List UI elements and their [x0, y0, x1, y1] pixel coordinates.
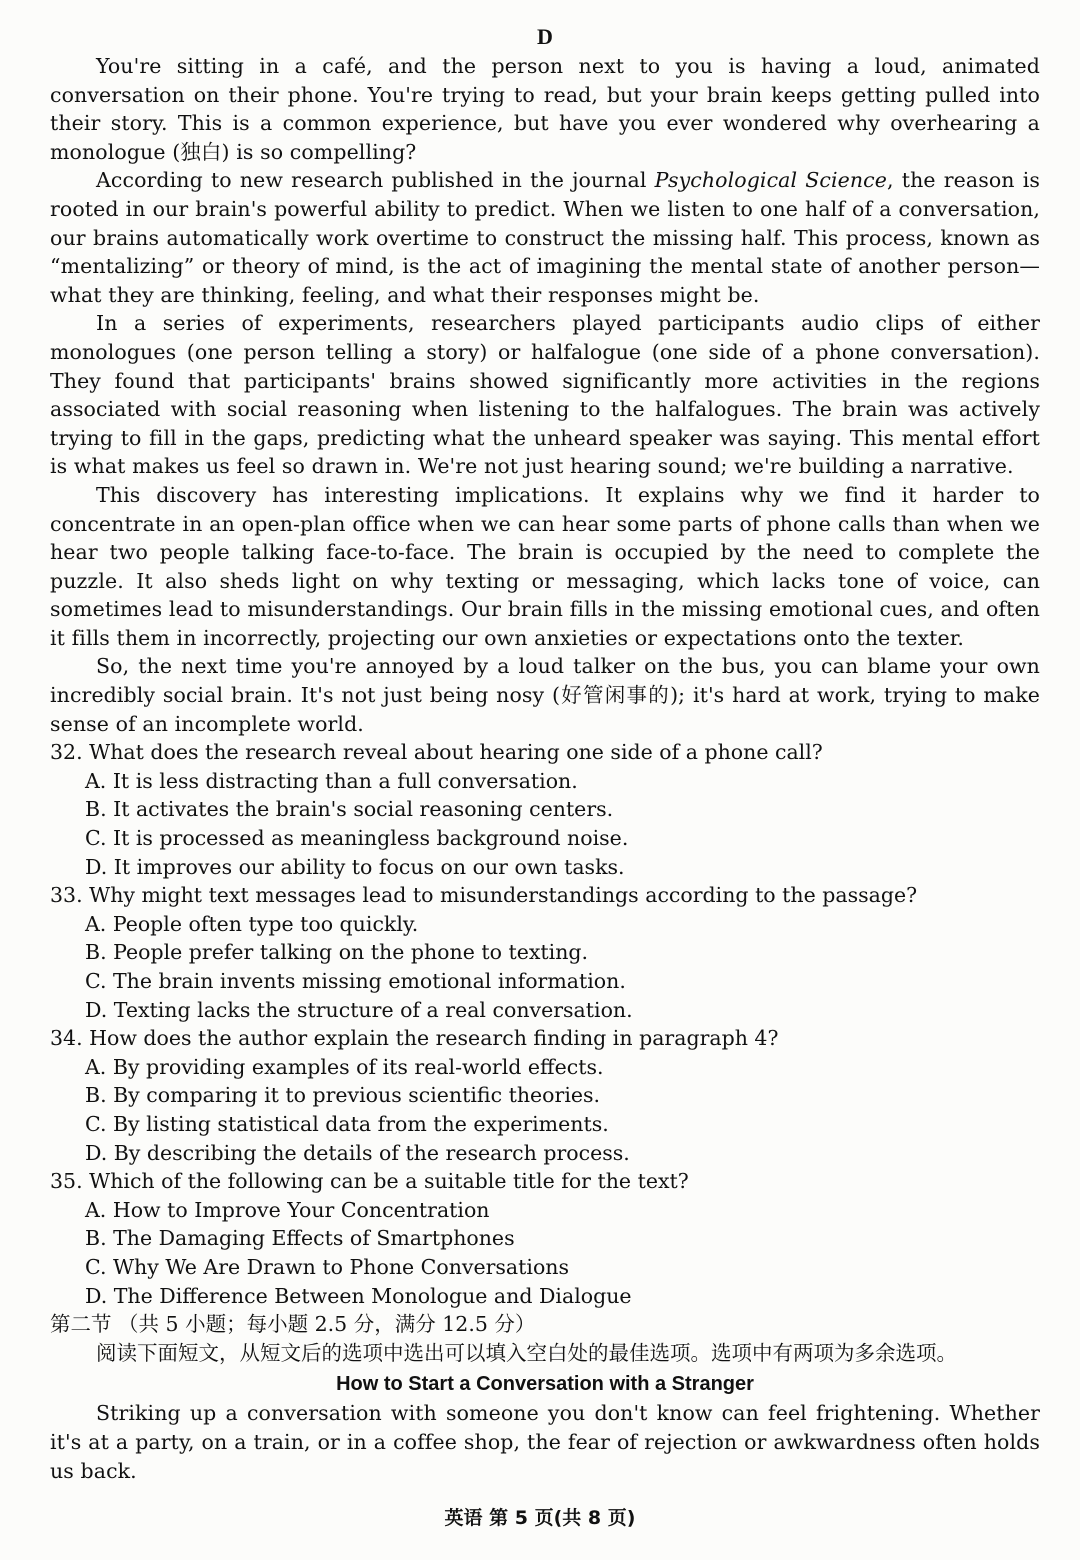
- option-b: B. By comparing it to previous scientific theories.: [85, 1083, 601, 1108]
- passage-paragraph-1: You're sitting in a café, and the person next to you is having a loud, animated conversation on their phone. You're trying to read, but your brain keeps getting pulled into their story. This is a common experience, but have you ever wondered why overhearing a monologue (独白) is so compelling?: [50, 54, 1040, 164]
- passage-paragraph-5: So, the next time you're annoyed by a loud talker on the bus, you can blame your own incredibly social brain. It's not just being nosy (好管闲事的); it's hard at work, trying to make sense of an incomplete world.: [50, 654, 1040, 736]
- option-c: C. The brain invents missing emotional information.: [85, 969, 626, 993]
- section-letter: D: [537, 24, 553, 49]
- question-34: [50, 1024, 1040, 1167]
- p2-after: , the reason is rooted in our brain's powerful ability to predict. When we listen to one half of a conversation, our brains automatically work overtime to construct the missing half. This process, known as “mentalizing” or theory of mind, is the act of imagining the mental state of another person—what they are thinking, feeling, and what their responses might be.: [50, 168, 1040, 307]
- question-stem: 34. How does the author explain the research finding in paragraph 4?: [50, 1026, 779, 1051]
- passage-paragraph-2: [50, 166, 1040, 309]
- question-stem: 33. Why might text messages lead to misunderstandings according to the passage?: [50, 883, 918, 908]
- question-35: [50, 1167, 1040, 1310]
- option-d: D. By describing the details of the research process.: [85, 1140, 630, 1165]
- option-a: A. It is less distracting than a full conversation.: [85, 768, 578, 793]
- question-33: [50, 881, 1040, 1024]
- question-stem: 35. Which of the following can be a suitable title for the text?: [50, 1169, 689, 1194]
- option-a: A. How to Improve Your Concentration: [85, 1197, 490, 1222]
- option-d: D. Texting lacks the structure of a real conversation.: [85, 997, 633, 1022]
- reading-passage: [50, 52, 1040, 738]
- passage-paragraph-4: This discovery has interesting implications. It explains why we find it harder to concentrate in an open-plan office when we can hear some parts of phone calls than when we hear two people talking face-to-face. The brain is occupied by the need to complete the puzzle. It also sheds light on why texting or messaging, which lacks tone of voice, can sometimes lead to misunderstandings. Our brain fills in the missing emotional cues, and often it fills them in incorrectly, projecting our own anxieties or expectations onto the texter.: [50, 482, 1040, 650]
- option-d: D. The Difference Between Monologue and Dialogue: [85, 1283, 632, 1308]
- option-a: A. By providing examples of its real-world effects.: [85, 1054, 604, 1079]
- section-2-intro: Striking up a conversation with someone you don't know can feel frightening. Whether it's at a party, on a train, or in a coffee shop, the fear of rejection or awkwardness often holds us back.: [50, 1401, 1040, 1483]
- passage-title: How to Start a Conversation with a Stranger: [336, 1373, 754, 1396]
- option-c: C. Why We Are Drawn to Phone Conversations: [85, 1254, 570, 1279]
- option-b: B. It activates the brain's social reasoning centers.: [85, 797, 614, 822]
- option-d: D. It improves our ability to focus on our own tasks.: [85, 854, 625, 879]
- section-2-instruction: 阅读下面短文，从短文后的选项中选出可以填入空白处的最佳选项。选项中有两项为多余选项。: [96, 1340, 957, 1365]
- section-2: [50, 1310, 1040, 1485]
- question-stem: 32. What does the research reveal about hearing one side of a phone call?: [50, 740, 823, 765]
- option-c: C. It is processed as meaningless background noise.: [85, 826, 629, 851]
- option-c: C. By listing statistical data from the experiments.: [85, 1111, 609, 1136]
- option-b: B. People prefer talking on the phone to texting.: [85, 940, 589, 965]
- section-2-heading: 第二节 （共 5 小题；每小题 2.5 分，满分 12.5 分）: [50, 1312, 536, 1337]
- option-a: A. People often type too quickly.: [85, 911, 419, 936]
- page-footer: 英语 第 5 页(共 8 页): [444, 1507, 636, 1529]
- journal-name: Psychological Science: [654, 168, 887, 193]
- passage-paragraph-3: In a series of experiments, researchers played participants audio clips of either monologues (one person telling a story) or halfalogue (one side of a phone conversation). They found that participants' brains showed significantly more activities in the regions associated with social reasoning when listening to the halfalogues. The brain was actively trying to fill in the gaps, predicting what the unheard speaker was saying. This mental effort is what makes us feel so drawn in. We're not just hearing sound; we're building a narrative.: [50, 311, 1040, 479]
- p2-before: According to new research published in the journal: [96, 168, 655, 193]
- question-32: [50, 738, 1040, 881]
- option-b: B. The Damaging Effects of Smartphones: [85, 1226, 515, 1251]
